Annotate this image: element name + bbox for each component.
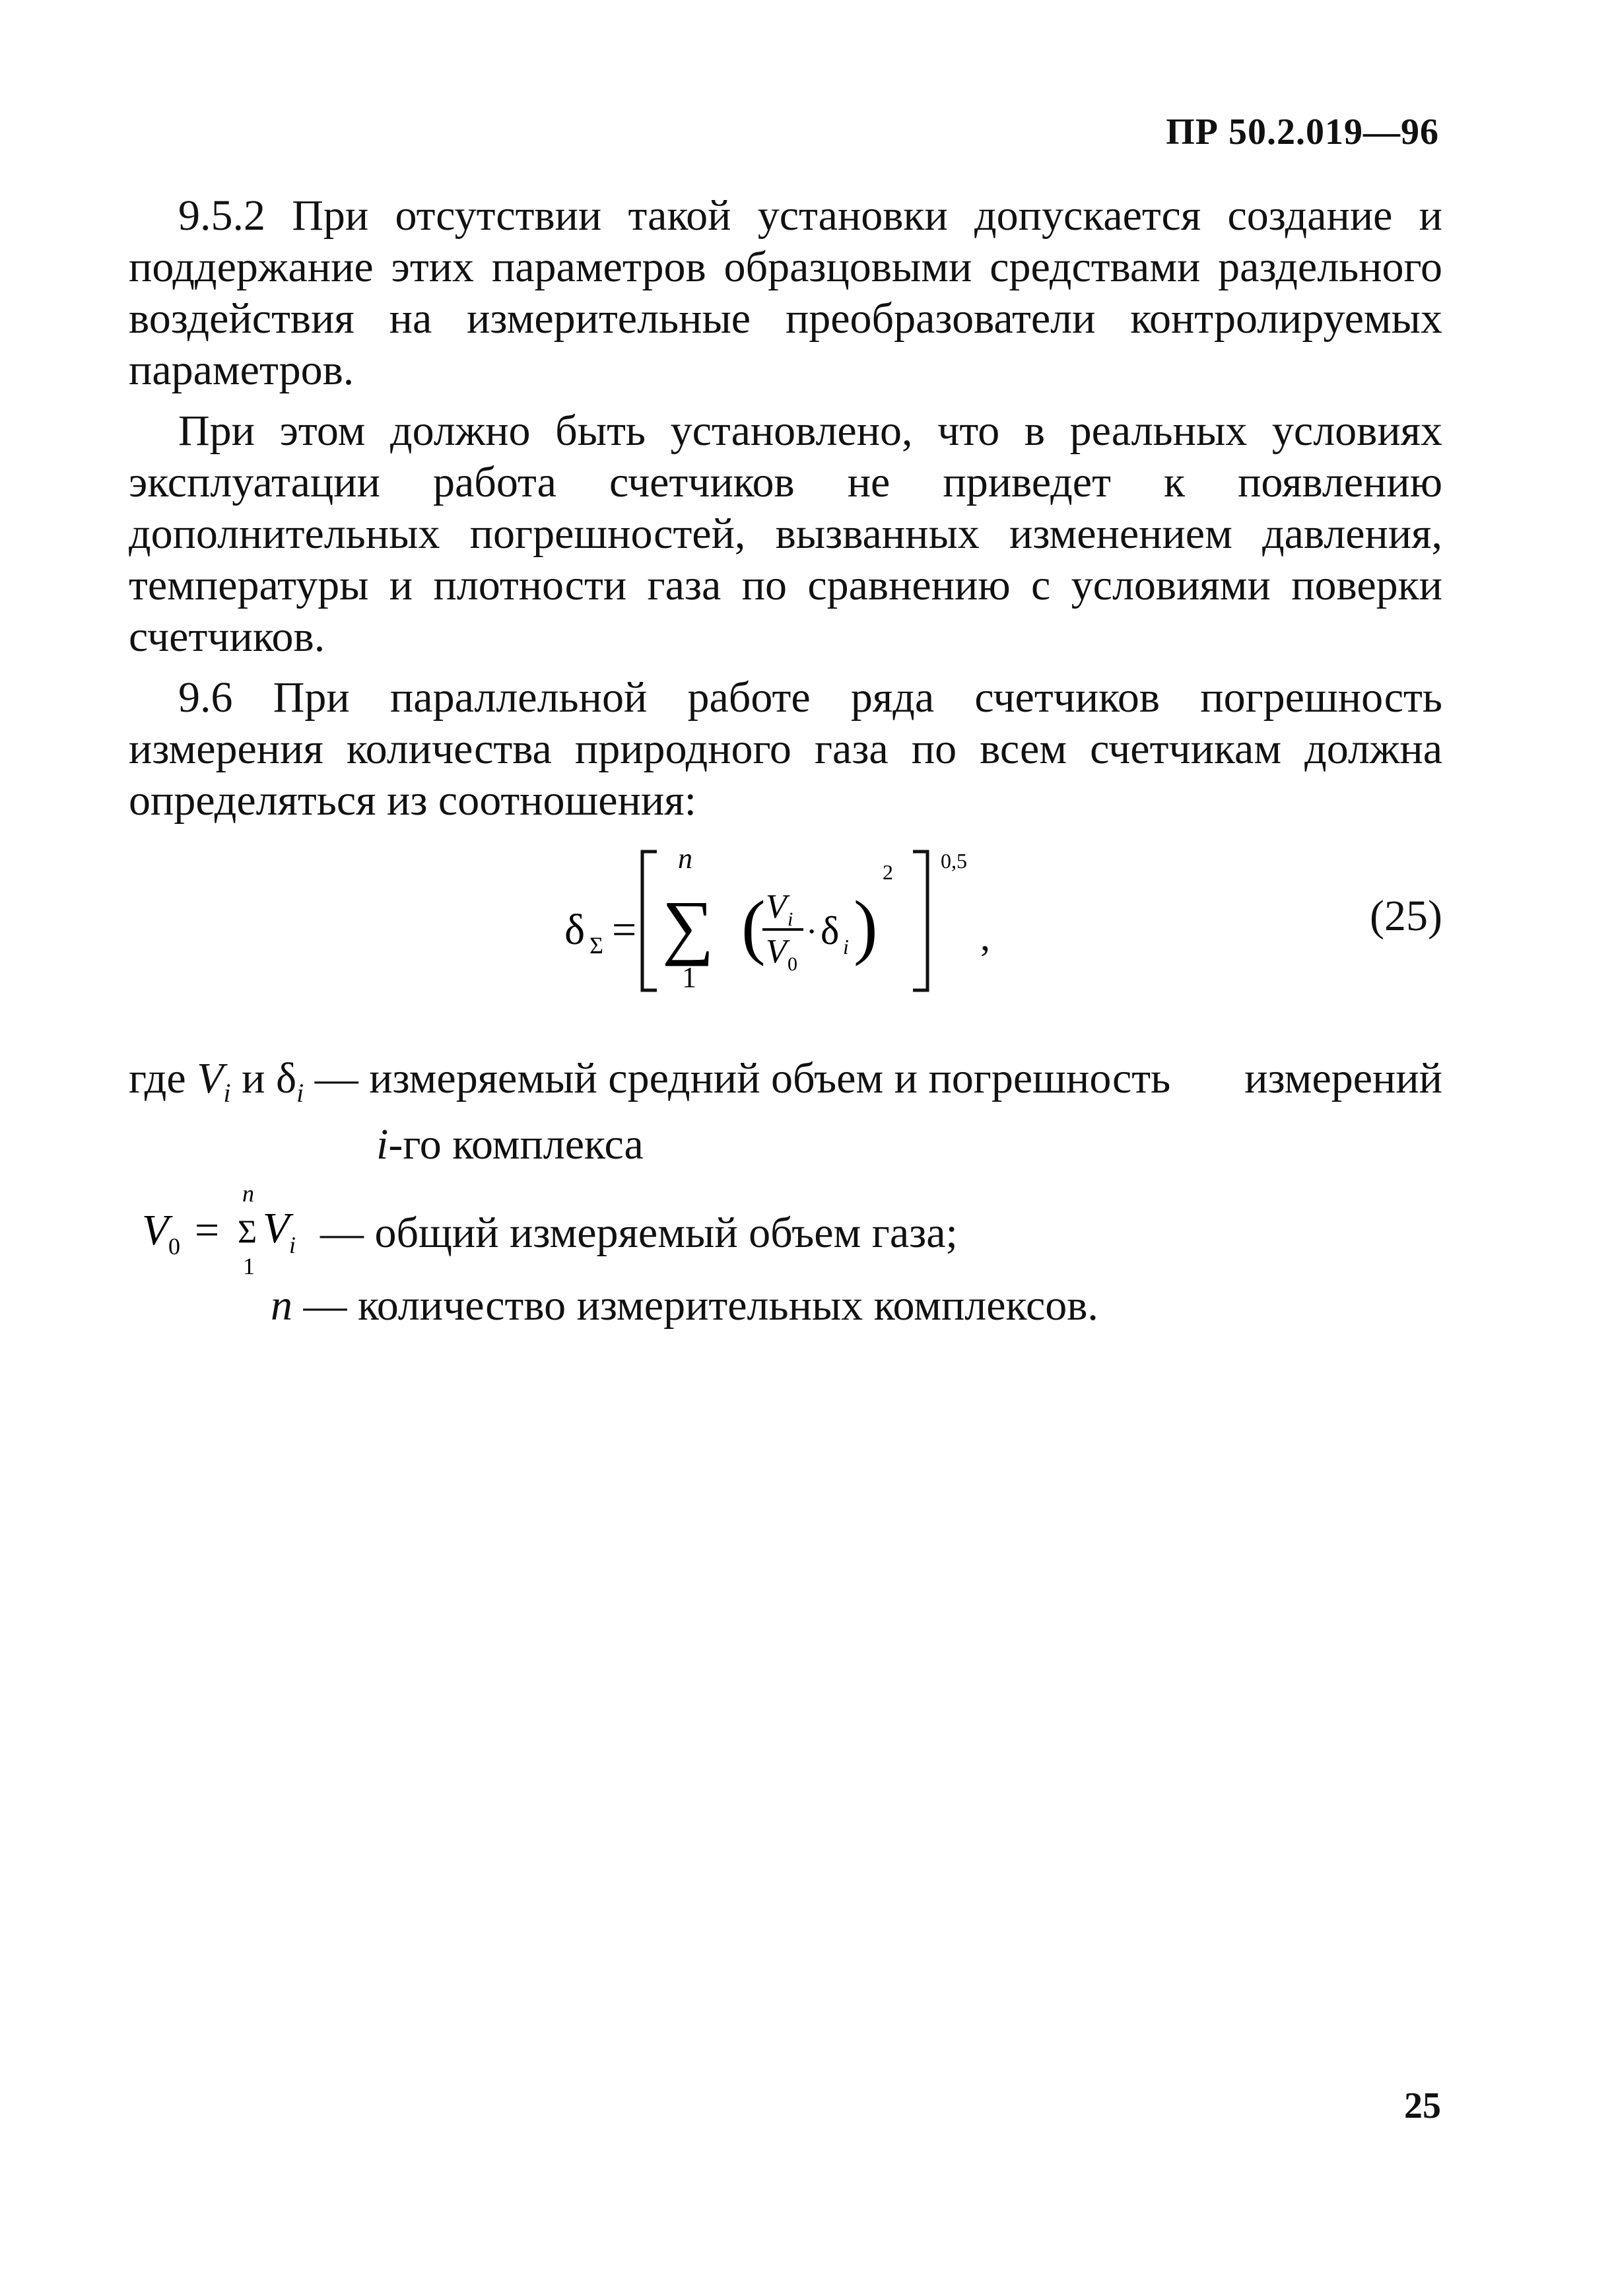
where-word: где [129, 1054, 186, 1102]
inner-delta: δ [821, 909, 840, 953]
paragraph-conditions: При этом должно быть установлено, что в реальных условиях эксплуатации работа счетчиков не приведет к появлению дополнительных погрешностей, вызванных изменением давления, температуры и плотности газа по сравнению с условиями поверки счетчиков. [129, 407, 1442, 661]
outer-exponent: 0,5 [941, 849, 967, 873]
definition-line-1 [129, 1053, 1442, 1119]
definition-3-text: — количество измерительных комплексов. [303, 1281, 1098, 1330]
left-bracket [642, 852, 657, 990]
paragraph-9-5-2: 9.5.2 При отсутствии такой установки допускается создание и поддержание этих параметров образцовыми средствами раздельного воздействия на измерительные преобразователи контролируемых параметров. [129, 191, 1442, 394]
equation-number: (25) [1370, 892, 1442, 940]
definition-1-end: измерений [1244, 1054, 1442, 1102]
var-di-sub: i [296, 1078, 304, 1108]
definition-2-text: — общий измеряемый объем газа; [320, 1209, 958, 1257]
formula-comma: , [980, 915, 990, 959]
var-i: i [376, 1120, 389, 1168]
document-code-header: ПР 50.2.019—96 [1166, 112, 1439, 152]
var-di: δ [275, 1054, 297, 1102]
v0-sub: 0 [168, 1233, 180, 1260]
inner-exponent: 2 [883, 860, 893, 884]
definition-n [271, 1281, 1098, 1331]
sum-upper: n [678, 842, 692, 875]
definition-v0 [129, 1182, 1442, 1287]
formula-lhs: δ [564, 906, 586, 954]
multiply-dot: · [806, 913, 818, 951]
var-vi-sub: i [223, 1078, 231, 1108]
v0-term-sub: i [289, 1232, 296, 1258]
formula-25 [129, 838, 1442, 1003]
v0-sum: Σ [238, 1213, 257, 1250]
definition-1-cont: -го комплекса [388, 1120, 644, 1168]
formula-expression [564, 838, 974, 1003]
right-bracket [913, 852, 927, 990]
fraction-den: V [766, 933, 787, 970]
formula-svg [564, 838, 974, 1003]
definition-text [129, 1053, 1170, 1119]
sum-lower: 1 [682, 961, 696, 994]
definition-1-text: — измеряемый средний объем и погрешность [314, 1054, 1171, 1102]
fraction-num: V [766, 888, 787, 926]
v0-var: V [142, 1206, 169, 1254]
fraction-den-sub: 0 [788, 953, 797, 975]
page-number: 25 [1404, 2085, 1441, 2126]
left-paren: ( [741, 886, 766, 966]
right-paren: ) [854, 886, 878, 966]
inner-delta-sub: i [843, 935, 849, 959]
var-n: n [271, 1281, 292, 1330]
v0-sum-lower: 1 [243, 1253, 255, 1279]
sum-sign: ∑ [662, 886, 714, 966]
fraction-num-sub: i [788, 908, 793, 930]
and-word: и [242, 1054, 265, 1102]
v0-sum-upper: n [242, 1182, 254, 1207]
var-vi: V [197, 1054, 224, 1102]
v0-term: V [263, 1204, 290, 1252]
formula-equals: = [612, 906, 637, 954]
body-text [129, 190, 1442, 836]
definition-line-1-cont [129, 1119, 1442, 1170]
v0-equals: = [195, 1206, 220, 1254]
paragraph-9-6: 9.6 При параллельной работе ряда счетчиков погрешность измерения количества природного газа по всем счетчикам должна определяться из соотношения: [129, 673, 1442, 825]
definition-vi-di [129, 1053, 1442, 1170]
formula-lhs-sub: Σ [589, 932, 603, 959]
